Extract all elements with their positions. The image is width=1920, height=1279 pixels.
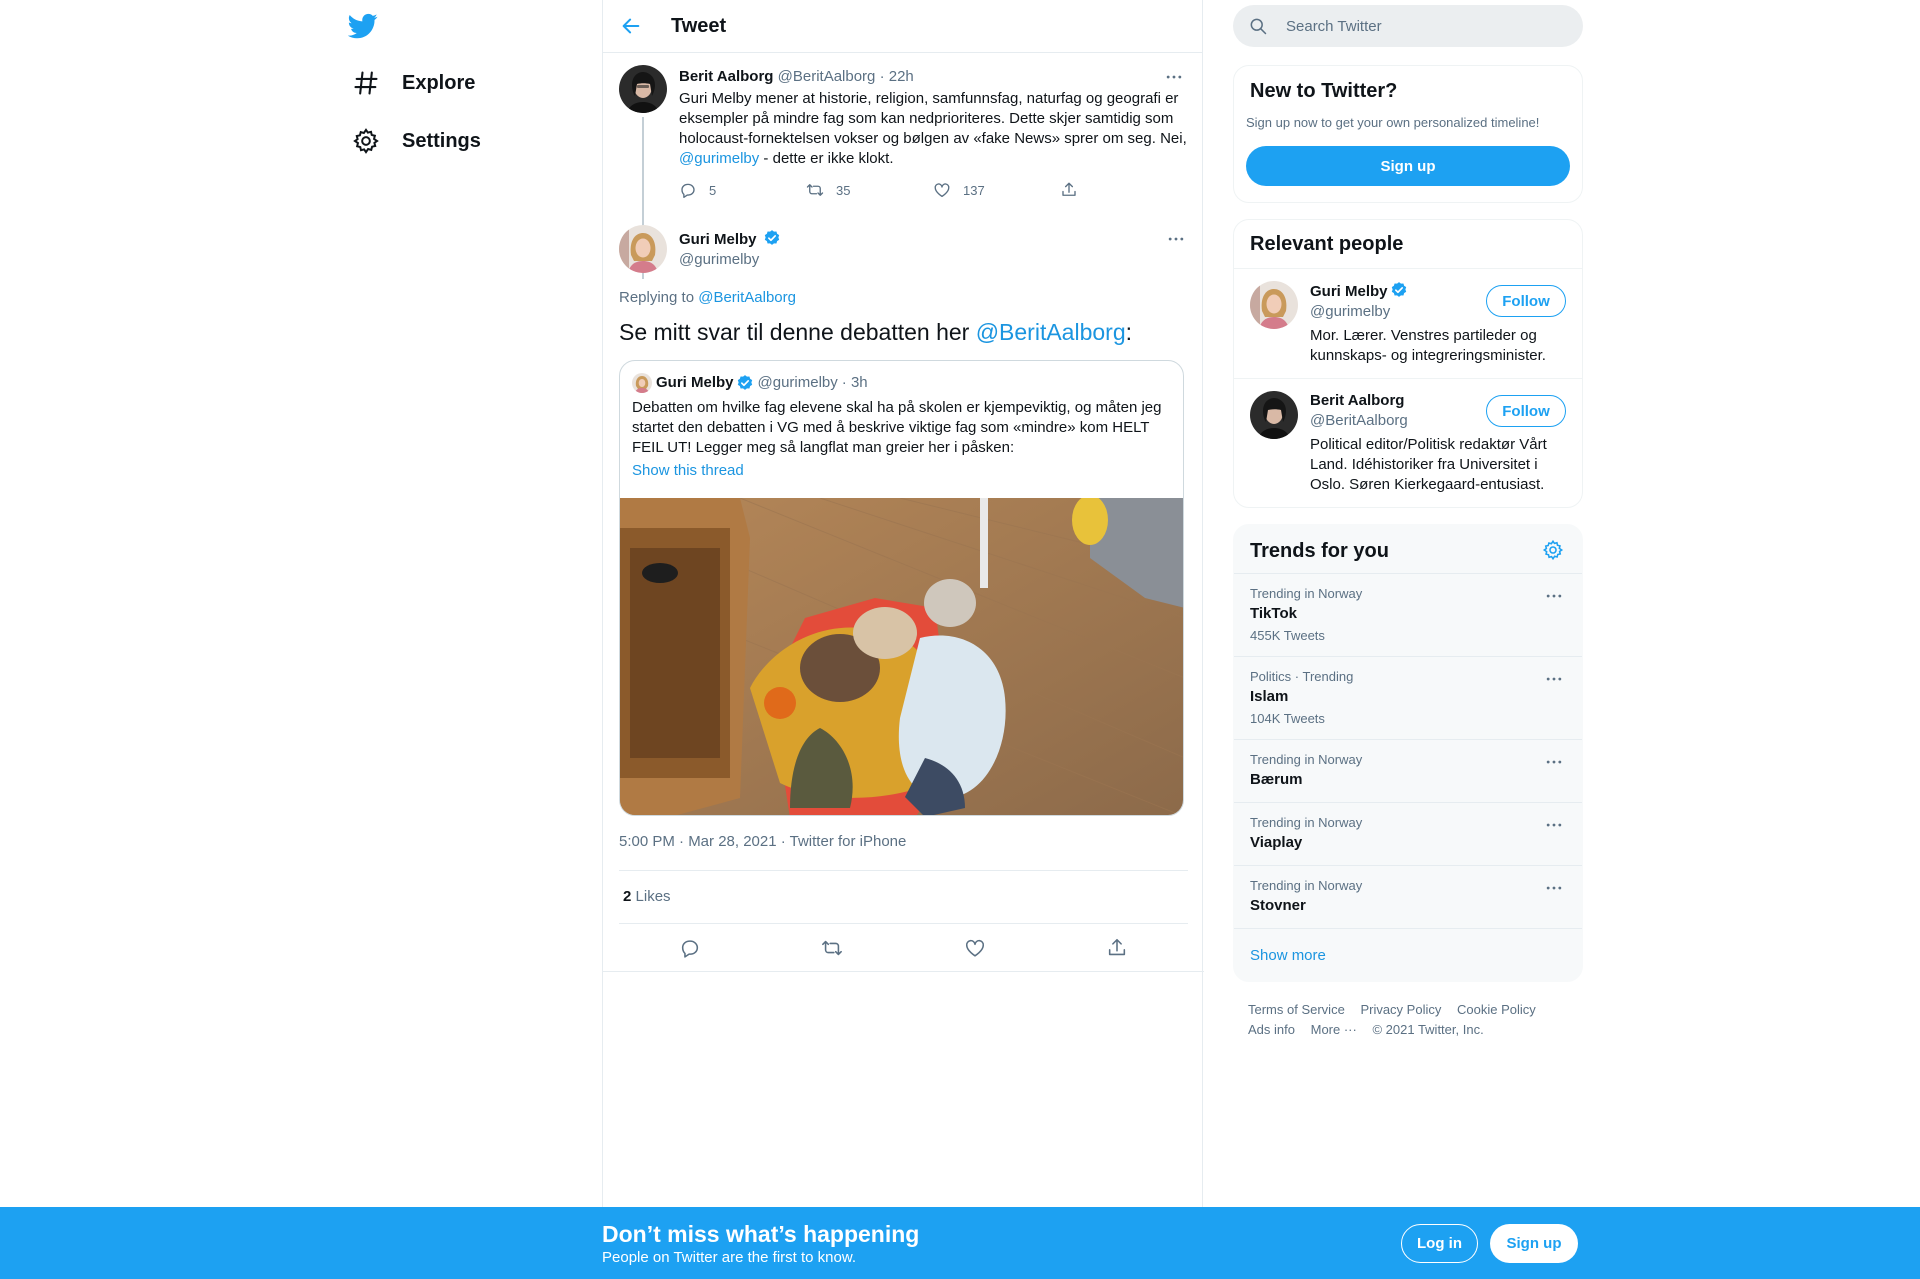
bottom-bar-subtitle: People on Twitter are the first to know.: [602, 1249, 857, 1266]
parent-tweet-header: [679, 67, 1187, 87]
retweet-button[interactable]: [806, 181, 933, 199]
heart-icon[interactable]: [964, 937, 986, 959]
tweet-text-part: - dette er ikke klokt.: [759, 150, 894, 167]
search-bar[interactable]: [1233, 5, 1583, 47]
trend-context: Trending in Norway: [1250, 752, 1363, 767]
divider: [603, 971, 1204, 972]
trend-name: Bærum: [1250, 771, 1303, 788]
twitter-bird-icon[interactable]: [348, 11, 378, 41]
trend-context: Politics · Trending: [1250, 669, 1354, 684]
card-title: Trends for you: [1250, 540, 1389, 562]
heart-icon: [933, 181, 963, 199]
divider: [619, 923, 1188, 924]
login-prompt-bar: [0, 1207, 1920, 1279]
trend-count: 455K Tweets: [1250, 628, 1325, 643]
more-options-icon[interactable]: [1542, 667, 1566, 691]
tweet-text-part: :: [1125, 319, 1133, 345]
nav-explore-label: Explore: [402, 71, 476, 94]
quoted-tweet-text: Debatten om hvilke fag elevene skal ha på skolen er kjempeviktig, og måten jeg startet den debatten i VG med å beskrive viktige fag som «mindre» kom HELT FEIL UT! Legger meg så langflat man greier her i påsken:: [632, 399, 1162, 456]
footer-link-ads-info[interactable]: Ads info: [1248, 1022, 1295, 1037]
gear-icon[interactable]: [1542, 539, 1564, 561]
quoted-author-name: Guri Melby: [656, 374, 734, 391]
trend-name: Islam: [1250, 688, 1289, 705]
log-in-button[interactable]: Log in: [1401, 1224, 1478, 1263]
author-name[interactable]: Guri Melby: [679, 231, 757, 248]
author-name[interactable]: Berit Aalborg: [679, 68, 774, 85]
trend-item[interactable]: [1234, 656, 1582, 739]
replying-prefix: Replying to: [619, 289, 699, 306]
replying-to: [619, 289, 796, 306]
reply-icon: [679, 181, 709, 199]
likes-label: Likes: [635, 888, 671, 905]
retweet-icon[interactable]: [821, 937, 843, 959]
more-options-icon[interactable]: [1162, 65, 1186, 89]
mention-link[interactable]: @BeritAalborg: [975, 319, 1126, 345]
quoted-tweet-time: · 3h: [841, 374, 868, 391]
back-button[interactable]: [613, 8, 649, 44]
tweet-time[interactable]: · 22h: [879, 68, 914, 85]
arrow-left-icon: [620, 15, 642, 37]
main-header: [603, 0, 1202, 53]
trend-item[interactable]: [1234, 739, 1582, 802]
footer-more-menu[interactable]: More ···: [1310, 1022, 1357, 1037]
likes-count: 2: [623, 888, 632, 905]
trend-context: Trending in Norway: [1250, 586, 1363, 601]
like-button[interactable]: [933, 181, 1060, 199]
like-count: 137: [963, 182, 985, 198]
avatar-guri-melby[interactable]: [619, 225, 667, 273]
footer-link-terms[interactable]: Terms of Service: [1248, 1002, 1345, 1017]
page-title: Tweet: [671, 14, 727, 37]
trend-item[interactable]: [1234, 802, 1582, 865]
parent-tweet-actions: [679, 181, 1187, 199]
tweet-text-part: Guri Melby mener at historie, religion, samfunnsfag, naturfag og geografi er eksempler på mindre fag som kan nedprioriteres. Dette skjer samtidig som holocaust-fornektelsen vokser og bølgen av «fake News» sprer om seg. Nei,: [679, 90, 1187, 147]
quoted-tweet-photo[interactable]: [620, 498, 1184, 816]
more-options-icon[interactable]: [1542, 584, 1566, 608]
retweet-icon: [806, 181, 836, 199]
quoted-tweet-header: [632, 373, 868, 393]
sign-up-button[interactable]: Sign up: [1490, 1224, 1578, 1263]
likes-summary[interactable]: [623, 888, 671, 905]
person-handle[interactable]: @BeritAalborg: [1310, 412, 1408, 429]
quoted-author-handle: @gurimelby: [757, 374, 838, 391]
trend-item[interactable]: [1234, 865, 1582, 928]
footer-link-cookies[interactable]: Cookie Policy: [1456, 1002, 1536, 1017]
mention-link[interactable]: @gurimelby: [679, 150, 760, 167]
trend-item[interactable]: [1234, 573, 1582, 656]
trend-count: 104K Tweets: [1250, 711, 1325, 726]
reply-count: 5: [709, 182, 717, 198]
nav-explore[interactable]: [352, 58, 475, 108]
person-berit-aalborg[interactable]: [1234, 378, 1582, 508]
trend-name: Stovner: [1250, 897, 1306, 914]
focal-tweet: [603, 225, 1204, 971]
quoted-tweet[interactable]: [619, 360, 1184, 816]
reply-icon[interactable]: [679, 937, 701, 959]
trend-name: TikTok: [1250, 605, 1297, 622]
focal-tweet-actions: [619, 937, 1188, 959]
relevant-people-card: [1233, 219, 1583, 508]
parent-tweet-text: [679, 89, 1187, 169]
search-input[interactable]: [1286, 18, 1546, 35]
person-name[interactable]: Berit Aalborg: [1310, 392, 1405, 409]
person-bio: Mor. Lærer. Venstres partileder og kunnskaps- og integreringsminister.: [1310, 327, 1546, 364]
person-handle[interactable]: @gurimelby: [1310, 303, 1391, 320]
verified-badge-icon: [736, 374, 754, 392]
divider: [619, 870, 1188, 871]
reply-button[interactable]: [679, 181, 806, 199]
new-to-twitter-card: [1233, 65, 1583, 203]
trend-name: Viaplay: [1250, 834, 1303, 851]
parent-tweet[interactable]: [603, 53, 1202, 225]
follow-button[interactable]: Follow: [1486, 285, 1566, 317]
replying-to-link[interactable]: @BeritAalborg: [698, 289, 796, 306]
bottom-bar-title: Don’t miss what’s happening: [602, 1221, 920, 1247]
show-thread-link[interactable]: Show this thread: [632, 462, 744, 479]
footer-link-privacy[interactable]: Privacy Policy: [1360, 1002, 1442, 1017]
gear-icon: [352, 127, 380, 155]
more-options-icon[interactable]: [1164, 227, 1188, 251]
hashtag-icon: [352, 69, 380, 97]
author-handle[interactable]: @gurimelby: [679, 251, 760, 268]
focal-tweet-text: [619, 317, 1132, 347]
retweet-count: 35: [836, 182, 851, 198]
nav-settings[interactable]: [352, 116, 481, 166]
person-guri-melby[interactable]: [1234, 268, 1582, 378]
trends-card: [1233, 524, 1583, 982]
person-bio: Political editor/Politisk redaktør Vårt Land. Idéhistoriker fra Universitet i Oslo. Søren Kierkegaard-entusiast.: [1310, 436, 1547, 493]
more-options-icon[interactable]: [1542, 750, 1566, 774]
parent-tweet-body: [679, 67, 1187, 199]
verified-badge-icon: [1390, 281, 1408, 299]
trend-context: Trending in Norway: [1250, 878, 1363, 893]
more-options-icon[interactable]: [1542, 876, 1566, 900]
divider: [1234, 928, 1582, 929]
author-handle[interactable]: @BeritAalborg: [777, 68, 876, 85]
card-title: Relevant people: [1250, 233, 1404, 255]
follow-button[interactable]: Follow: [1486, 395, 1566, 427]
share-icon[interactable]: [1106, 937, 1128, 959]
tweet-timestamp[interactable]: 5:00 PM · Mar 28, 2021 · Twitter for iPhone: [619, 833, 907, 850]
main-column: [602, 0, 1203, 1279]
tweet-text-part: Se mitt svar til denne debatten her: [619, 319, 976, 345]
search-icon: [1233, 16, 1268, 36]
avatar-guri-melby[interactable]: [1250, 281, 1298, 329]
card-title: New to Twitter?: [1250, 80, 1398, 102]
verified-badge-icon: [763, 229, 781, 247]
share-button[interactable]: [1060, 181, 1187, 199]
show-more-link[interactable]: Show more: [1250, 947, 1326, 964]
avatar-berit-aalborg[interactable]: [1250, 391, 1298, 439]
avatar-berit-aalborg[interactable]: [619, 65, 667, 113]
sidebar-footer: [1248, 1000, 1578, 1040]
person-name[interactable]: Guri Melby: [1310, 283, 1388, 300]
nav-settings-label: Settings: [402, 129, 481, 152]
quoted-author-avatar: [632, 373, 652, 393]
card-subtitle: Sign up now to get your own personalized timeline!: [1246, 115, 1540, 130]
more-options-icon[interactable]: [1542, 813, 1566, 837]
share-icon: [1060, 181, 1090, 199]
focal-tweet-author: [679, 229, 781, 270]
trend-context: Trending in Norway: [1250, 815, 1363, 830]
footer-copyright: © 2021 Twitter, Inc.: [1372, 1022, 1484, 1037]
sign-up-button[interactable]: Sign up: [1246, 146, 1570, 186]
